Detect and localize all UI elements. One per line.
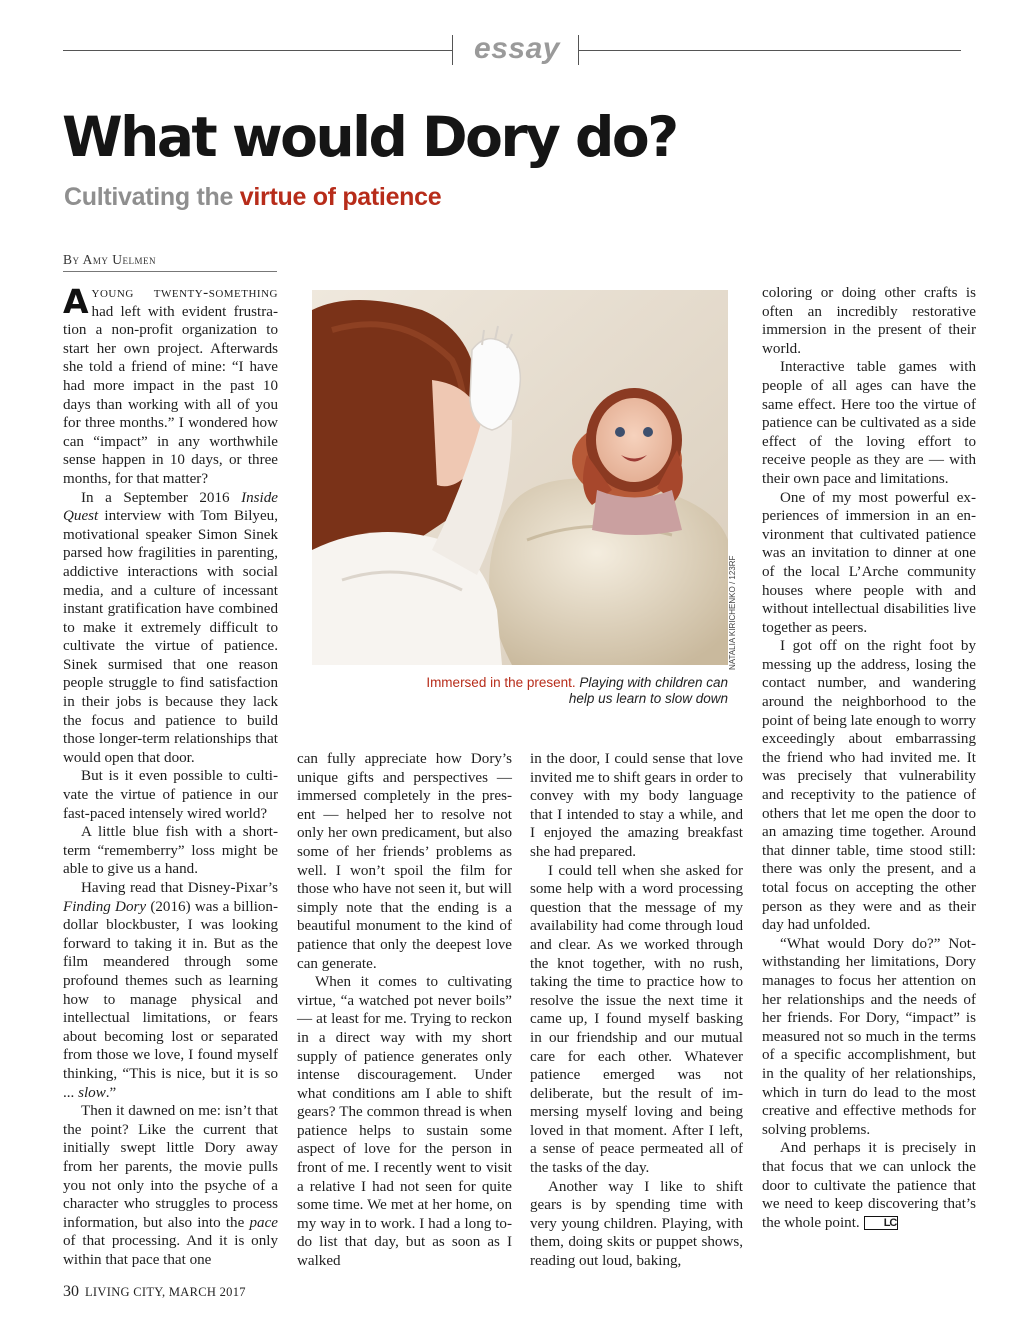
paragraph <box>63 879 278 1102</box>
paragraph-text: had left with evident frustration a non-profit organization to start her own project. Afterwards she told a friend of mine: “I have had more impact in the past 10 days than working with all of you for three months.” I wondered how can “impact” in any worthwhile sense happen in 10 days, or three months, for that matter? <box>63 303 278 487</box>
paragraph-text: Having read that Disney-Pixar’s <box>81 880 278 896</box>
photo-credit-text: NATALIA KIRICHENKO / 123RF <box>728 555 737 670</box>
paragraph: I could tell when she asked for some help with a word processing question that the message of my availability had come through loud and clear. As we worked through the knot together, with no rush, taking the time to practice how to resolve the issue the next time it came up, I found myself basking in our friendship and our mutual care for each other. Whatever patience emerged was not deliberate, but the result of immersing myself loving and being loved in that moment. After I left, a sense of peace permeated all of the tasks of the day. <box>530 862 743 1177</box>
article-column-1 <box>63 284 278 1269</box>
paragraph-text: In a September 2016 <box>81 489 242 506</box>
italic-word: pace <box>249 1214 278 1231</box>
paragraph: can fully appreciate how Dory’s unique gifts and perspectives — immersed completely in the present — helped her to resolve not only her own predicament, but also some of her friends’ problems as well. I won’t spoil the film for those who have not seen it, but will simply note that the ending is a beautiful monument to the kind of patience that only the deepest love can generate. <box>297 751 512 972</box>
paragraph: One of my most powerful experiences of immersion in an environment that cultivated patience was an invitation to dinner at one of the local L’Arche community houses where people with and without intellectual disabilities live together as peers. <box>762 489 976 636</box>
italic-title: Finding Dory <box>63 898 147 915</box>
section-rule-right <box>578 50 961 51</box>
section-label: essay <box>474 32 560 65</box>
paragraph-text: .” <box>105 1084 117 1101</box>
paragraph: Interactive table games with people of all ages can have the same effect. Here too the virtue of patience can be cultivated as a side effect of the loving effort to receive people as they are — with their own pace and limitations. <box>762 359 976 487</box>
article-photo <box>312 290 728 665</box>
paragraph: coloring or doing other crafts is often an incredibly restorative immersion in the present of their world. <box>762 285 976 357</box>
italic-title: Inside Quest <box>63 489 278 525</box>
paragraph: I got off on the right foot by messing up the address, losing the contact number, and wandering around the neighborhood to the point of being late enough to worry exceedingly about embarrassing the friend who had invited me. It was precisely that vulnerability and receptivity to the patience of others that let me open the door to an amazing time together. Around that dinner table, time stood still: there was only the present, and a total focus on accepting the other person as they were and as their day had unfolded. <box>762 638 976 934</box>
page-number: 30 <box>63 1283 79 1300</box>
paragraph-text: Then it dawned on me: isn’t that the point? Like the current that initially swept little Dory away from her parents, the movie pulls you not only into the psyche of a character who struggles to process information, but also into the <box>63 1103 278 1231</box>
article-column-4 <box>762 284 976 1232</box>
article-column-2 <box>297 750 512 1271</box>
end-mark-icon: LC <box>864 1216 899 1230</box>
paragraph: “What would Dory do?” Notwithstanding her limitations, Dory manages to focus her attention on her relationships and the needs of her friends. For Dory, “impact” is measured not so much in the terms of a specific accomplishment, but in the quality of her relationships, which in turn do lead to the most creative and effective methods for solving problems. <box>762 935 976 1138</box>
paragraph-text: (2016) was a billion-dollar blockbuster, I was looking forward to taking it in. But as the film meandered through some profound themes such as learning how to manage physical and intellectual limitations, or fears about becoming lost or separated from those we love, I found myself thinking, “This is nice, but it is so ... <box>63 898 279 1101</box>
paragraph-text: of that processing. And it is only within that pace that one <box>63 1233 278 1268</box>
article-headline: What would Dory do? <box>62 105 677 169</box>
section-rule-left <box>63 50 452 51</box>
lead-in: young twenty-something <box>91 285 278 301</box>
page-footer <box>63 1283 246 1301</box>
paragraph <box>63 284 278 489</box>
article-column-3 <box>530 750 743 1271</box>
caption-lead: Immersed in the present. <box>426 675 576 690</box>
paragraph: But is it even possible to cultivate the virtue of patience in our fast-paced intensely wired world? <box>63 768 278 822</box>
paragraph: A little blue fish with a short-term “rememberry” loss might be able to give us a hand. <box>63 824 278 878</box>
byline: By Amy Uelmen <box>63 252 277 272</box>
photo-credit <box>728 555 742 670</box>
paragraph <box>762 1139 976 1232</box>
paragraph <box>63 1102 278 1269</box>
publication-info: LIVING CITY, MARCH 2017 <box>85 1285 246 1299</box>
subhead-part-2: virtue of patience <box>239 183 442 211</box>
paragraph: Another way I like to shift gears is by spending time with very young children. Playing, with them, doing skits or puppet shows, reading out loud, baking, <box>530 1178 743 1270</box>
paragraph-text: And perhaps it is precisely in that focus that we can unlock the door to cultivate the patience that we need to keep discovering that’s the whole point. <box>762 1140 976 1231</box>
paragraph <box>63 489 278 768</box>
italic-word: slow <box>78 1084 106 1101</box>
article-subhead <box>64 183 441 212</box>
photo-caption <box>420 675 728 707</box>
paragraph: in the door, I could sense that love invited me to shift gears in order to convey with my body language that I intended to stay a while, and I enjoyed the amazing breakfast she had prepared. <box>530 751 743 860</box>
subhead-part-1: Cultivating the <box>64 183 240 211</box>
caption-text: Playing with children can help us learn to slow down <box>568 675 728 706</box>
paragraph: When it comes to cultivating virtue, “a watched pot never boils” — at least for me. Trying to reckon in a direct way with my short supply of patience generates only intense discouragement. Under what conditions am I able to shift gears? The common thread is when patience helps to sustain some aspect of love for the person in front of me. I recently went to visit a relative I had not seen for quite some time. We met at her home, on my way in to work. I had a long to-do list that day, but as soon as I walked <box>297 974 512 1270</box>
section-divider-left <box>452 35 453 65</box>
drop-cap: A <box>63 282 89 321</box>
paragraph-text: interview with Tom Bilyeu, motivational speaker Simon Sinek parsed how fragilities in parenting, addictive interactions with social media, and a culture of incessant instant gratification have combined to make it extremely difficult to cultivate the virtue of patience. Sinek surmised that one reason people struggle to find satisfaction in their jobs is because they lack the focus and patience to build those longer-term relationships that would open that door. <box>63 508 278 766</box>
